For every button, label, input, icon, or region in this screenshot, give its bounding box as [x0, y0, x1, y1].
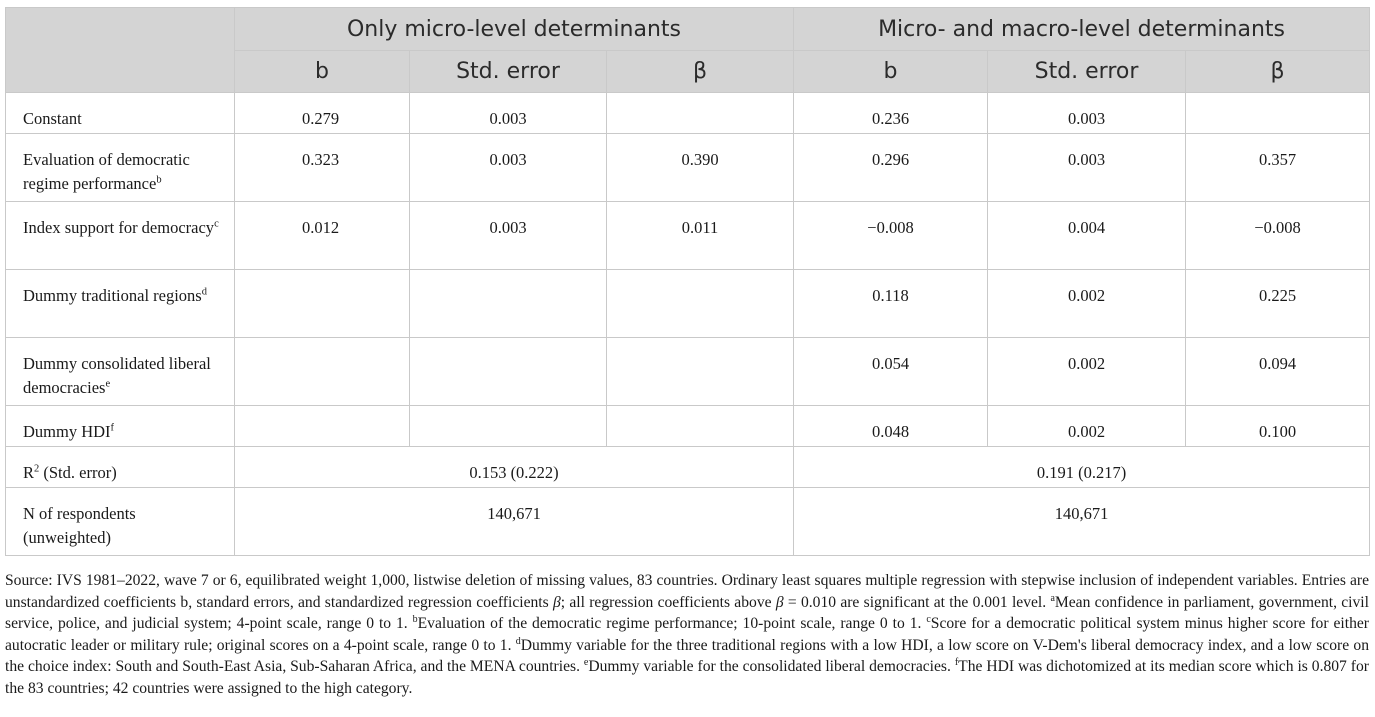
cell-beta-macro: −0.008 [1186, 202, 1370, 270]
cell-beta-macro: 0.225 [1186, 270, 1370, 338]
cell-beta-macro [1186, 93, 1370, 134]
cell-b-macro: 0.054 [794, 338, 988, 406]
footnote-marker: d [201, 286, 207, 298]
row-label: Evaluation of democratic regime performance$^b$ [6, 134, 235, 202]
cell-beta-micro [607, 93, 794, 134]
table-footnotes: Source: IVS 1981–2022, wave 7 or 6, equilibrated weight 1,000, listwise deletion of missing values, 83 countries. Ordinary least squares multiple regression with stepwise inclusion of independent variables. Entries are unstandardized coefficients b, standard errors, and standardized regression coefficients β; all regression coefficients above β = 0.010 are significant at the 0.001 level. $^a$Mean confidence in parliament, government, civil service, police, and judicial system; 4-point scale, range 0 to 1. $^b$Evaluation of the democratic regime performance; 10-point scale, range 0 to 1. $^c$Score for a democratic political system minus higher score for either autocratic leader or military rule; original scores on a 4-point scale, range 0 to 1. $^d$Dummy variable for the three traditional regions with a low HDI, a low score on V-Dem's liberal democracy index, and a low score on the choice index: South and South-East Asia, Sub-Saharan Africa, and the MENA countries. $^e$Dummy variable for the consolidated liberal democracies. $^f$The HDI was dichotomized at its median score which is 0.807 for the 83 countries; 42 countries were assigned to the high category. [5, 572, 1369, 697]
cell-b-macro: 0.296 [794, 134, 988, 202]
cell-stderr-micro [410, 406, 607, 447]
n-macro: 140,671 [794, 488, 1370, 556]
cell-beta-micro [607, 338, 794, 406]
cell-stderr-micro [410, 338, 607, 406]
footnote-marker: e [105, 378, 111, 390]
cell-b-micro: 0.323 [235, 134, 410, 202]
row-label: Dummy traditional regions$^d$ [6, 270, 235, 338]
col-header-b-macro: b [794, 51, 988, 93]
row-label: Dummy consolidated liberal democracies$^e$ [6, 338, 235, 406]
table-row [6, 134, 1370, 202]
row-label: $R^2$ (Std. error) [6, 447, 235, 488]
cell-b-micro: 0.279 [235, 93, 410, 134]
table-row [6, 93, 1370, 134]
cell-b-macro: −0.008 [794, 202, 988, 270]
col-header-b-micro: b [235, 51, 410, 93]
col-header-beta-macro: β [1186, 51, 1370, 93]
cell-stderr-macro: 0.003 [988, 134, 1186, 202]
table-row [6, 270, 1370, 338]
col-header-beta-micro: β [607, 51, 794, 93]
cell-beta-micro: 0.011 [607, 202, 794, 270]
cell-beta-micro [607, 270, 794, 338]
cell-stderr-macro: 0.002 [988, 270, 1186, 338]
cell-stderr-micro: 0.003 [410, 134, 607, 202]
cell-beta-micro: 0.390 [607, 134, 794, 202]
table-row [6, 202, 1370, 270]
cell-beta-macro: 0.100 [1186, 406, 1370, 447]
footnote-marker: b [156, 174, 162, 186]
cell-b-macro: 0.118 [794, 270, 988, 338]
table-row-n [6, 488, 1370, 556]
cell-beta-macro: 0.094 [1186, 338, 1370, 406]
header-corner-cell [6, 8, 235, 93]
cell-b-micro [235, 338, 410, 406]
r2-micro: 0.153 (0.222) [235, 447, 794, 488]
group-header-micro: Only micro-level determinants [235, 8, 794, 51]
regression-table [5, 7, 1370, 556]
cell-stderr-macro: 0.003 [988, 93, 1186, 134]
cell-b-micro [235, 406, 410, 447]
cell-stderr-micro: 0.003 [410, 202, 607, 270]
cell-stderr-macro: 0.002 [988, 406, 1186, 447]
footnote-marker: f [110, 422, 115, 434]
group-header-macro: Micro- and macro-level determinants [794, 8, 1370, 51]
col-header-stderr-micro: Std. error [410, 51, 607, 93]
table-row [6, 406, 1370, 447]
n-micro: 140,671 [235, 488, 794, 556]
row-label: Dummy HDI$^f$ [6, 406, 235, 447]
cell-stderr-micro: 0.003 [410, 93, 607, 134]
row-label: N of respondents (unweighted) [6, 488, 235, 556]
r2-macro: 0.191 (0.217) [794, 447, 1370, 488]
cell-stderr-macro: 0.004 [988, 202, 1186, 270]
row-label: Index support for democracy$^c$ [6, 202, 235, 270]
cell-b-macro: 0.236 [794, 93, 988, 134]
cell-b-macro: 0.048 [794, 406, 988, 447]
table-row-r2 [6, 447, 1370, 488]
cell-b-micro [235, 270, 410, 338]
cell-beta-macro: 0.357 [1186, 134, 1370, 202]
cell-b-micro: 0.012 [235, 202, 410, 270]
table-row [6, 338, 1370, 406]
row-label: Constant [6, 93, 235, 134]
regression-table-container [5, 7, 1369, 556]
cell-beta-micro [607, 406, 794, 447]
cell-stderr-micro [410, 270, 607, 338]
cell-stderr-macro: 0.002 [988, 338, 1186, 406]
col-header-stderr-macro: Std. error [988, 51, 1186, 93]
footnote-marker: c [214, 218, 219, 230]
